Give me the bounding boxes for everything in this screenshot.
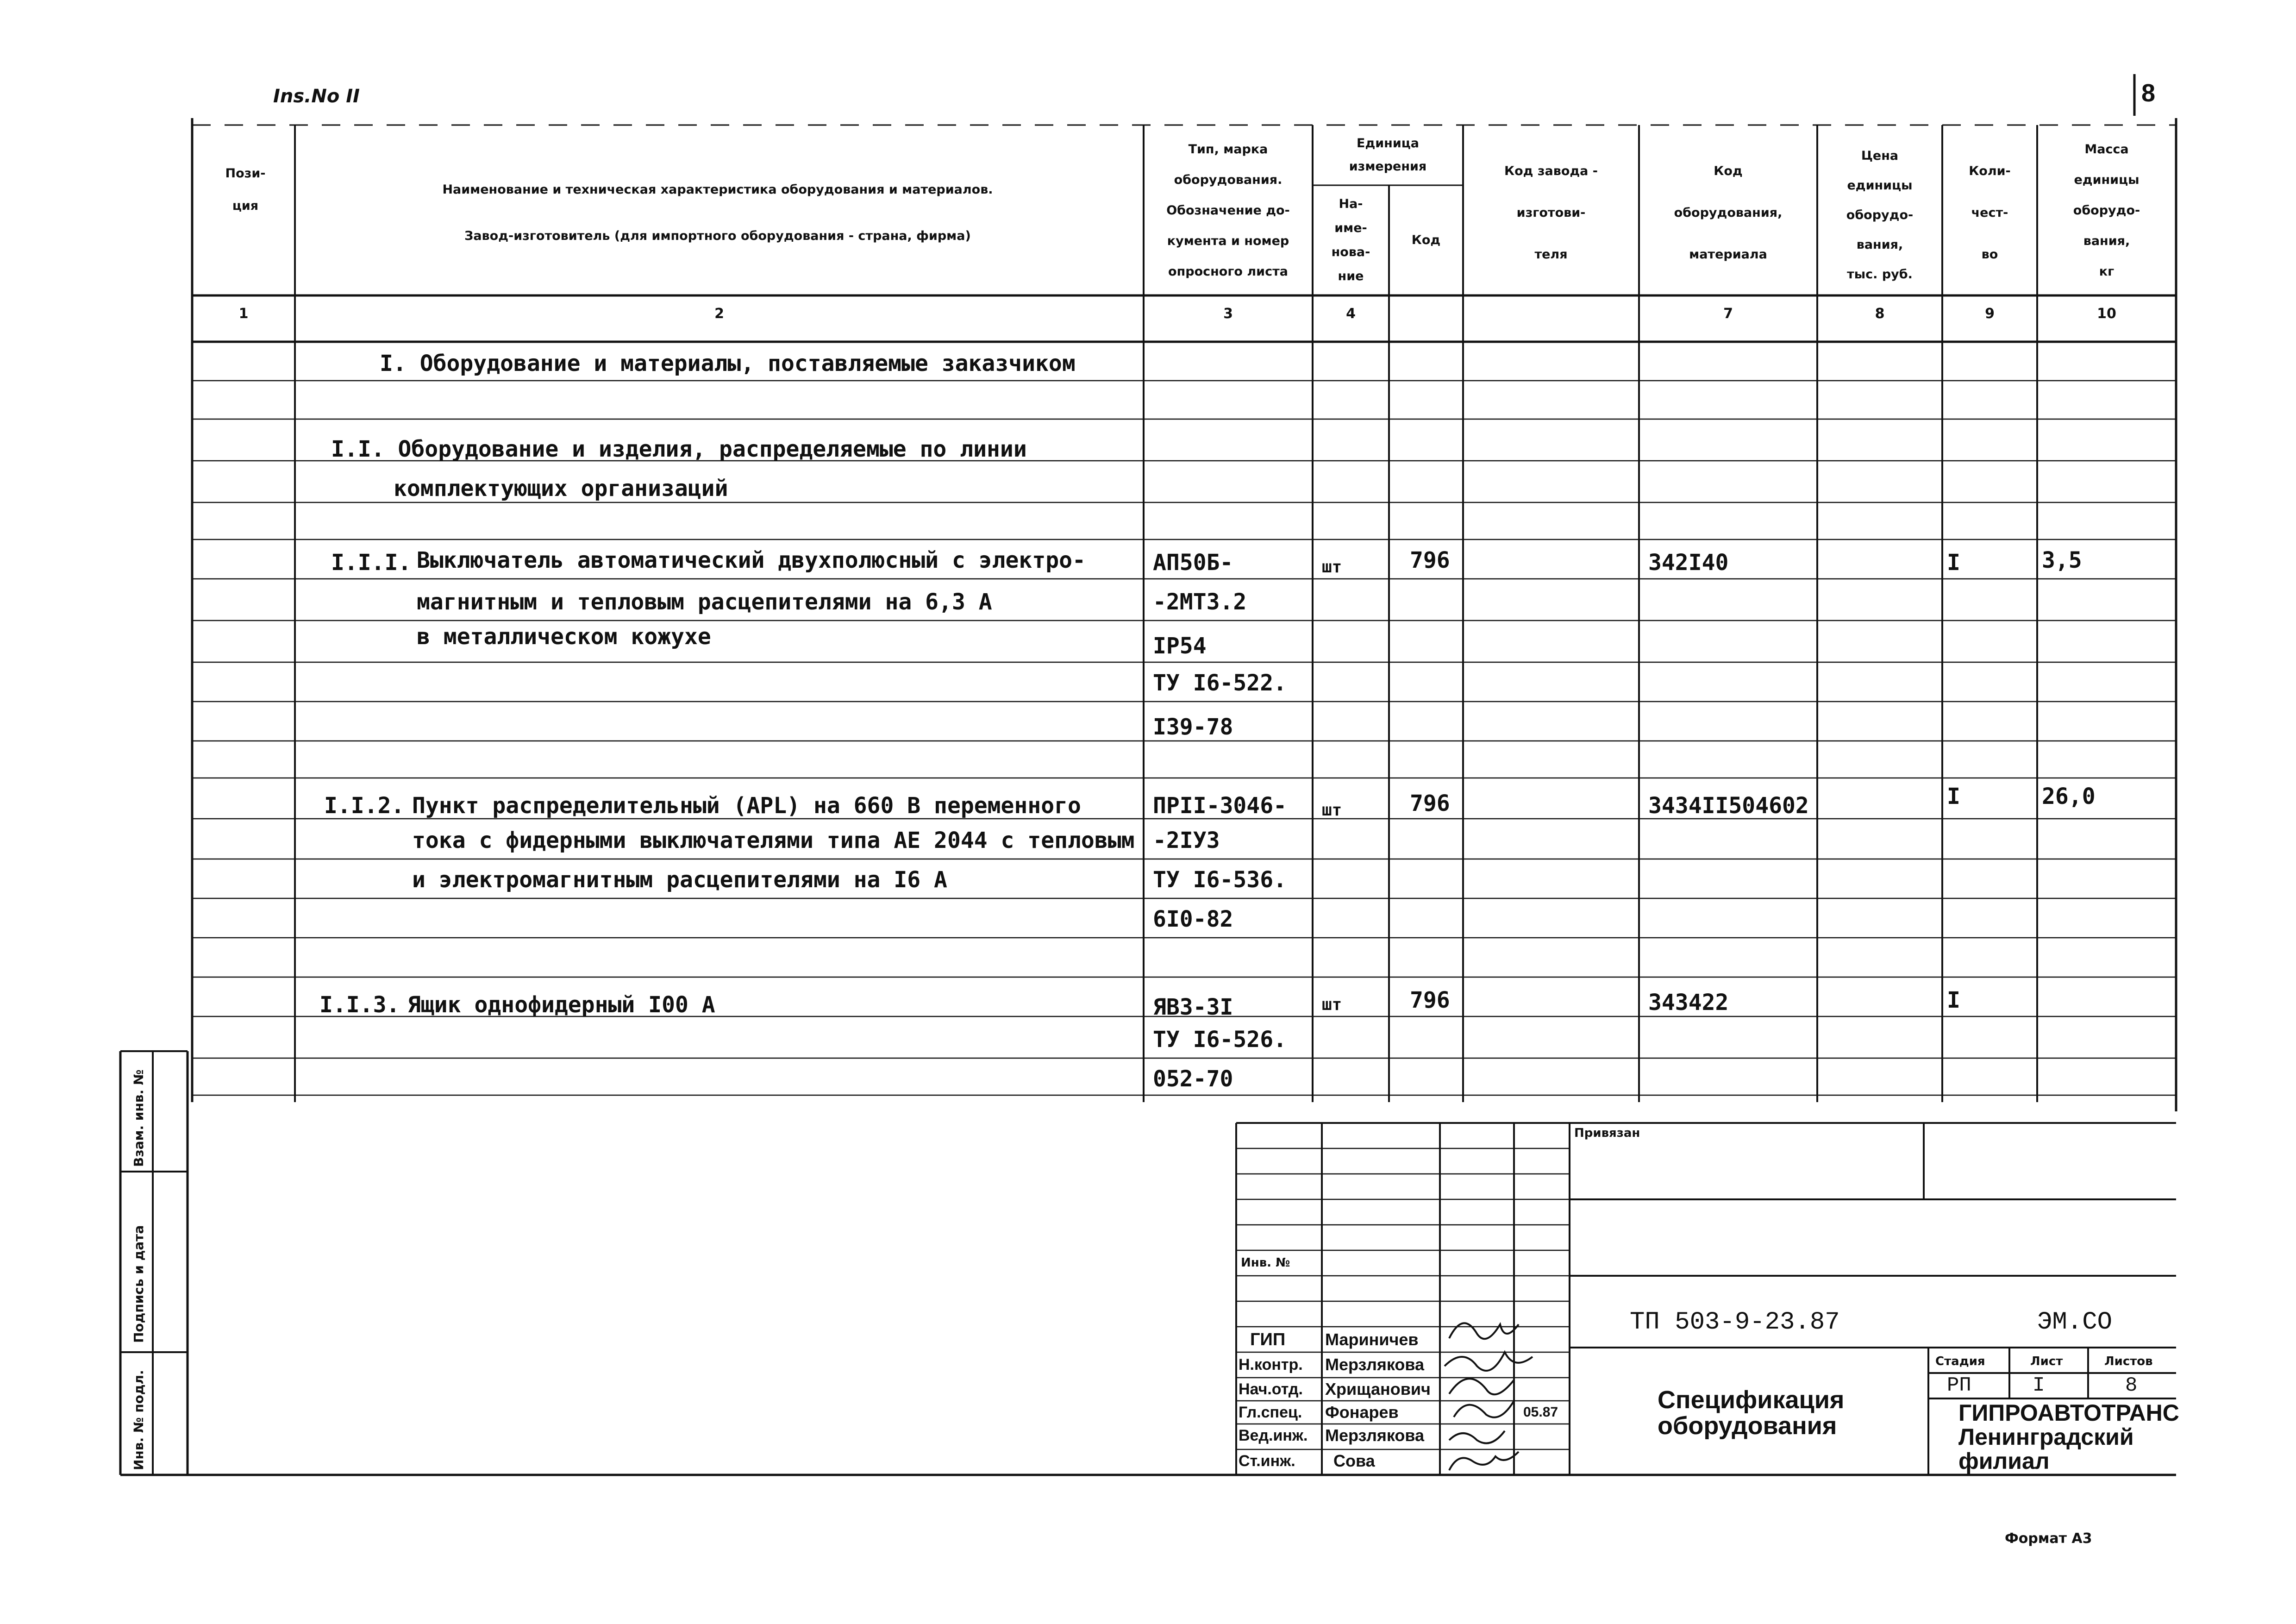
sheet-label: Лист — [2030, 1354, 2063, 1368]
item-position: I.I.I. — [331, 550, 412, 576]
header-unit: Единица измерения — [1349, 136, 1427, 174]
org-name: ГИПРОАВТОТРАНС Ленинградский филиал — [1958, 1400, 2179, 1474]
section-1-1-subtitle: комплектующих организаций — [394, 476, 728, 502]
item-position: I.I.3. — [319, 992, 400, 1018]
item-type: IP54 — [1153, 633, 1207, 659]
person-name: Фонарев — [1325, 1403, 1399, 1422]
doc-mark: ЭМ.СО — [2037, 1308, 2113, 1336]
strip-inv-podl: Инв. № подл. — [131, 1370, 146, 1470]
header-maker: Код завода - изготови- теля — [1504, 164, 1598, 262]
item-unit: шт — [1322, 801, 1342, 820]
colnum: 7 — [1723, 306, 1733, 322]
colnum: 3 — [1223, 306, 1233, 322]
person-name: Мерзлякова — [1325, 1426, 1425, 1445]
header-unit-name: На- име- нова- ние — [1331, 197, 1370, 283]
item-unit-code: 796 — [1410, 547, 1450, 573]
item-type: 6I0-82 — [1153, 906, 1233, 932]
strip-podpis-data: Подпись и дата — [131, 1225, 146, 1343]
colnum: 1 — [238, 306, 249, 322]
header-pos: Пози- ция — [225, 166, 266, 213]
item-type: ТУ I6-522. — [1153, 670, 1287, 696]
role: Ст.инж. — [1239, 1452, 1295, 1470]
header-name: Наименование и техническая характеристика оборудования и материалов. Завод-изготовитель (для импортного оборудования - страна, фирма) — [442, 182, 993, 243]
colnum: 4 — [1346, 306, 1356, 322]
colnum: 10 — [2097, 306, 2116, 322]
item-type: АП50Б- — [1153, 550, 1233, 576]
item-position: I.I.2. — [324, 793, 405, 819]
item-type: ПРII-3046- — [1153, 793, 1287, 819]
person-name: Мерзлякова — [1325, 1355, 1425, 1374]
item-type: ЯВ3-3I — [1153, 994, 1233, 1020]
colnum: 9 — [1985, 306, 1995, 322]
item-mass: 3,5 — [2042, 547, 2082, 573]
header-unit-code: Код — [1411, 233, 1441, 247]
item-mass: 26,0 — [2042, 784, 2096, 809]
stage-label: Стадия — [1935, 1354, 1985, 1368]
item-type: I39-78 — [1153, 714, 1233, 740]
item-name-line: Выключатель автоматический двухполюсный с электро- — [417, 547, 1086, 573]
item-name-line: тока с фидерными выключателями типа АЕ 2044 с тепловым — [412, 828, 1135, 853]
item-name-line: в металлическом кожухе — [417, 624, 711, 650]
item-qty: I — [1947, 784, 1960, 809]
section-1-title: I. Оборудование и материалы, поставляемые заказчиком — [380, 351, 1076, 376]
inv-no-label: Инв. № — [1241, 1256, 1290, 1270]
item-name-line: Ящик однофидерный I00 А — [407, 992, 715, 1018]
role: Вед.инж. — [1239, 1427, 1308, 1444]
item-type: ТУ I6-526. — [1153, 1027, 1287, 1053]
sheet-value: I — [2033, 1374, 2045, 1397]
role: Н.контр. — [1239, 1356, 1303, 1373]
item-unit: шт — [1322, 558, 1342, 577]
item-code: 3434II504602 — [1648, 793, 1809, 819]
date-note: 05.87 — [1523, 1405, 1558, 1420]
person-name: Хрищанович — [1325, 1379, 1431, 1398]
role: ГИП — [1250, 1330, 1286, 1349]
item-code: 342I40 — [1648, 550, 1729, 576]
sheets-label: Листов — [2104, 1354, 2153, 1368]
role: Гл.спец. — [1239, 1404, 1302, 1421]
top-left-note: Ins.No II — [273, 86, 360, 107]
format-label: Формат А3 — [2005, 1530, 2092, 1547]
header-mass: Масса единицы оборудо- вания, кг — [2073, 142, 2140, 279]
header-price: Цена единицы оборудо- вания, тыс. руб. — [1846, 149, 1914, 282]
item-unit: шт — [1322, 995, 1342, 1014]
doc-title: Спецификация оборудования — [1658, 1386, 1845, 1440]
item-type: -2МТ3.2 — [1153, 589, 1247, 615]
doc-code: ТП 503-9-23.87 — [1630, 1308, 1840, 1336]
item-name-line: и электромагнитным расцепителями на I6 А — [412, 867, 947, 893]
item-qty: I — [1947, 550, 1960, 576]
colnum: 8 — [1875, 306, 1885, 322]
item-name-line: Пункт распределительный (APL) на 660 В переменного — [412, 793, 1081, 819]
item-unit-code: 796 — [1410, 987, 1450, 1013]
header-type: Тип, марка оборудования. Обозначение до- кумента и номер опросного листа — [1166, 142, 1290, 279]
signatures — [1445, 1323, 1533, 1470]
privyazan-label: Привязан — [1574, 1126, 1640, 1140]
strip-vzam-inv: Взам. инв. № — [131, 1069, 146, 1167]
header-qty: Коли- чест- во — [1969, 164, 2011, 262]
item-type: 052-70 — [1153, 1066, 1233, 1092]
person-name: Мариничев — [1325, 1330, 1419, 1349]
person-name: Сова — [1333, 1451, 1375, 1470]
stage-value: РП — [1947, 1374, 1971, 1397]
item-qty: I — [1947, 987, 1960, 1013]
role: Нач.отд. — [1239, 1380, 1303, 1398]
sheets-value: 8 — [2125, 1374, 2138, 1397]
item-type: -2IУ3 — [1153, 828, 1220, 853]
colnum: 2 — [714, 306, 724, 322]
item-unit-code: 796 — [1410, 790, 1450, 816]
item-type: ТУ I6-536. — [1153, 867, 1287, 893]
item-code: 343422 — [1648, 990, 1729, 1016]
item-name-line: магнитным и тепловым расцепителями на 6,3 А — [417, 589, 992, 615]
header-code: Код оборудования, материала — [1674, 164, 1783, 262]
sheet-number-top: 8 — [2141, 79, 2156, 107]
section-1-1-title: I.I. Оборудование и изделия, распределяемые по линии — [331, 436, 1027, 462]
